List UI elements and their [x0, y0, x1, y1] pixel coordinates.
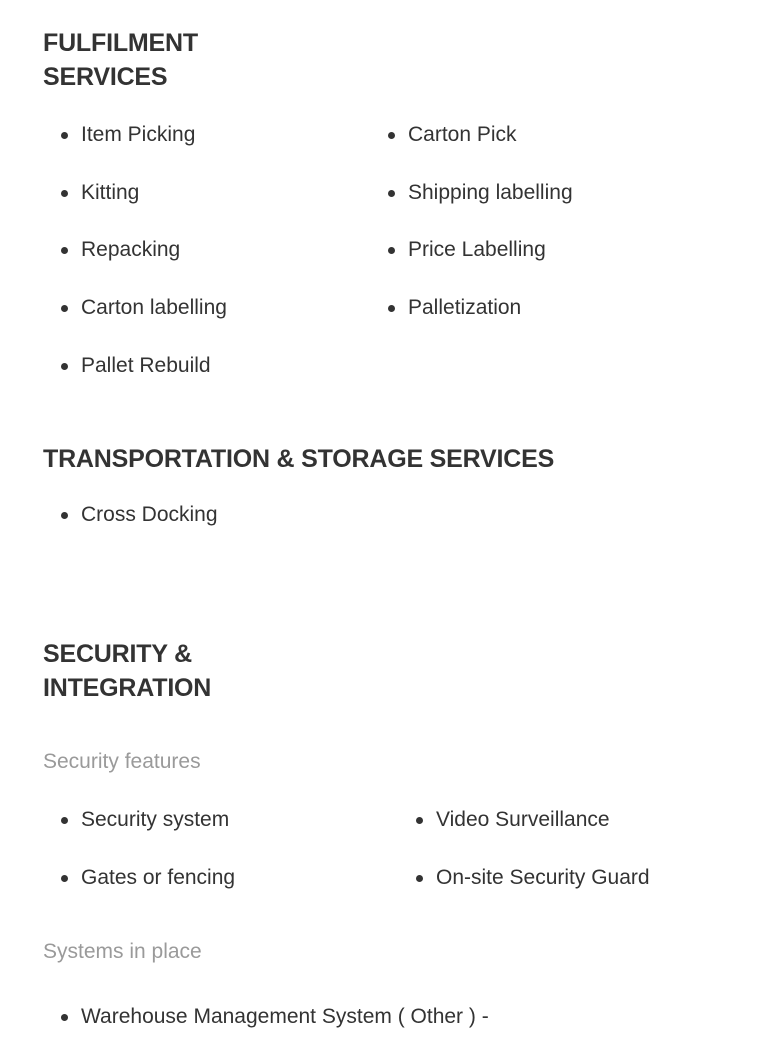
- list-item: [81, 1003, 489, 1031]
- security-integration-heading: [43, 637, 211, 705]
- bullet: [61, 817, 68, 824]
- bullet: [61, 1014, 68, 1021]
- list-item-label: Cross Docking: [81, 503, 218, 526]
- list-item: [436, 806, 610, 834]
- list-item-label: Kitting: [81, 181, 140, 204]
- fulfilment-heading-line2: SERVICES: [43, 63, 168, 91]
- list-item: [436, 864, 650, 892]
- bullet: [388, 190, 395, 197]
- list-item: [81, 179, 139, 207]
- bullet: [416, 875, 423, 882]
- list-item-label: Item Picking: [81, 123, 196, 146]
- list-item: [81, 121, 195, 149]
- list-item: [408, 236, 546, 264]
- list-item-label: Repacking: [81, 238, 181, 261]
- bullet: [388, 247, 395, 254]
- list-item: [408, 294, 521, 322]
- bullet: [61, 512, 68, 519]
- bullet: [61, 132, 68, 139]
- list-item: [81, 236, 180, 264]
- bullet: [388, 132, 395, 139]
- bullet: [61, 190, 68, 197]
- systems-in-place-label: Systems in place: [43, 940, 202, 963]
- bullet: [61, 363, 68, 370]
- list-item-label: Palletization: [408, 296, 522, 319]
- list-item-label: Warehouse Management System ( Other ) -: [81, 1005, 489, 1028]
- bullet: [61, 305, 68, 312]
- bullet: [416, 817, 423, 824]
- security-features-label: Security features: [43, 750, 201, 773]
- list-item-label: Gates or fencing: [81, 866, 236, 889]
- list-item: [408, 121, 517, 149]
- bullet: [61, 247, 68, 254]
- list-item-label: Carton labelling: [81, 296, 227, 319]
- list-item: [81, 806, 229, 834]
- fulfilment-heading-line1: FULFILMENT: [43, 29, 198, 57]
- list-item-label: Carton Pick: [408, 123, 517, 146]
- list-item-label: Video Surveillance: [436, 808, 610, 831]
- list-item: [81, 294, 227, 322]
- list-item-label: Security system: [81, 808, 230, 831]
- security-heading-line1: SECURITY &: [43, 640, 192, 668]
- list-item-label: Pallet Rebuild: [81, 354, 211, 377]
- list-item: [408, 179, 573, 207]
- security-heading-line2: INTEGRATION: [43, 674, 212, 702]
- list-item-label: On-site Security Guard: [436, 866, 650, 889]
- bullet: [61, 875, 68, 882]
- list-item-label: Price Labelling: [408, 238, 546, 261]
- transportation-storage-heading: TRANSPORTATION & STORAGE SERVICES: [43, 445, 555, 473]
- list-item: [81, 501, 218, 529]
- fulfilment-services-heading: [43, 26, 198, 94]
- list-item: [81, 352, 211, 380]
- bullet: [388, 305, 395, 312]
- list-item: [81, 864, 235, 892]
- list-item-label: Shipping labelling: [408, 181, 573, 204]
